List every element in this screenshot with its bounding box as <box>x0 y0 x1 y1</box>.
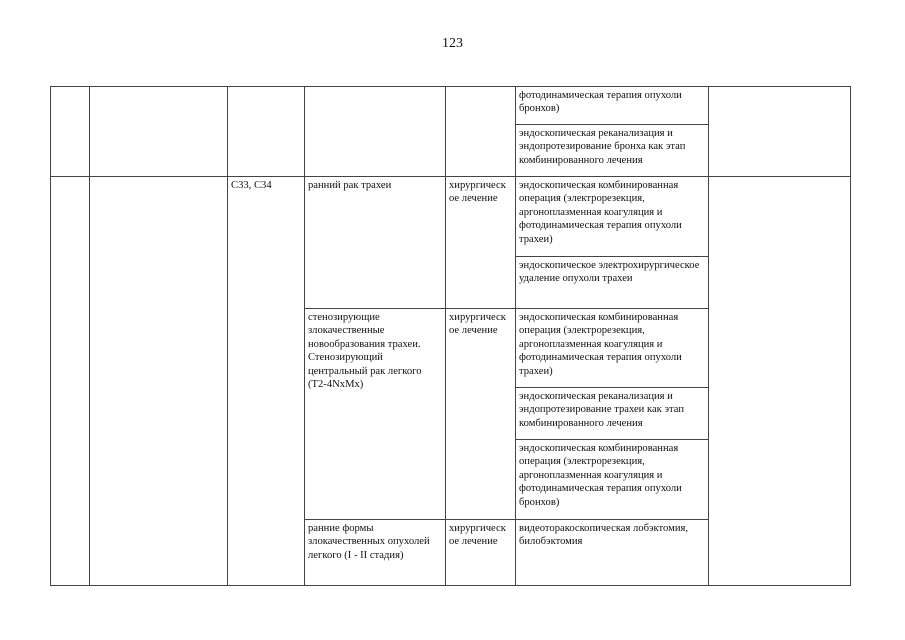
cell-icd-code: С33, С34 <box>228 177 305 586</box>
cell-treatment-type <box>446 87 516 177</box>
page-number: 123 <box>442 36 463 51</box>
cell-norm <box>709 177 851 586</box>
cell-group-name <box>90 87 228 177</box>
cell-method: эндоскопическая комбинированная операция (электрорезекция, аргоноплазменная коагуляция и фотодинамическая терапия опухоли трахеи) <box>516 309 709 388</box>
cell-group-name <box>90 177 228 586</box>
cell-diagnosis: ранний рак трахеи <box>305 177 446 309</box>
cell-diagnosis <box>305 87 446 177</box>
cell-diagnosis: ранние формы злокачественных опухолей легкого (I - II стадия) <box>305 520 446 586</box>
cell-treatment-type: хирургическ ое лечение <box>446 309 516 520</box>
cell-method: эндоскопическая комбинированная операция (электрорезекция, аргоноплазменная коагуляция и фотодинамическая терапия опухоли бронхов) <box>516 440 709 520</box>
cell-method: эндоскопическая реканализация и эндопротезирование трахеи как этап комбинированного лечения <box>516 388 709 440</box>
cell-treatment-type: хирургическ ое лечение <box>446 177 516 309</box>
cell-method: эндоскопическое электрохирургическое удаление опухоли трахеи <box>516 257 709 309</box>
table-row <box>51 87 851 125</box>
cell-number <box>51 177 90 586</box>
cell-number <box>51 87 90 177</box>
cell-treatment-type: хирургическ ое лечение <box>446 520 516 586</box>
cell-method: эндоскопическая реканализация и эндопротезирование бронха как этап комбинированного лечения <box>516 125 709 177</box>
cell-method: фотодинамическая терапия опухоли бронхов) <box>516 87 709 125</box>
treatment-table <box>50 86 851 586</box>
table-row <box>51 177 851 257</box>
cell-diagnosis: стенозирующие злокачественные новообразования трахеи. Стенозирующий центральный рак легкого (Т2-4NхМх) <box>305 309 446 520</box>
cell-norm <box>709 87 851 177</box>
cell-icd-code <box>228 87 305 177</box>
cell-method: видеоторакоскопическая лобэктомия, билобэктомия <box>516 520 709 586</box>
cell-method: эндоскопическая комбинированная операция (электрорезекция, аргоноплазменная коагуляция и фотодинамическая терапия опухоли трахеи) <box>516 177 709 257</box>
